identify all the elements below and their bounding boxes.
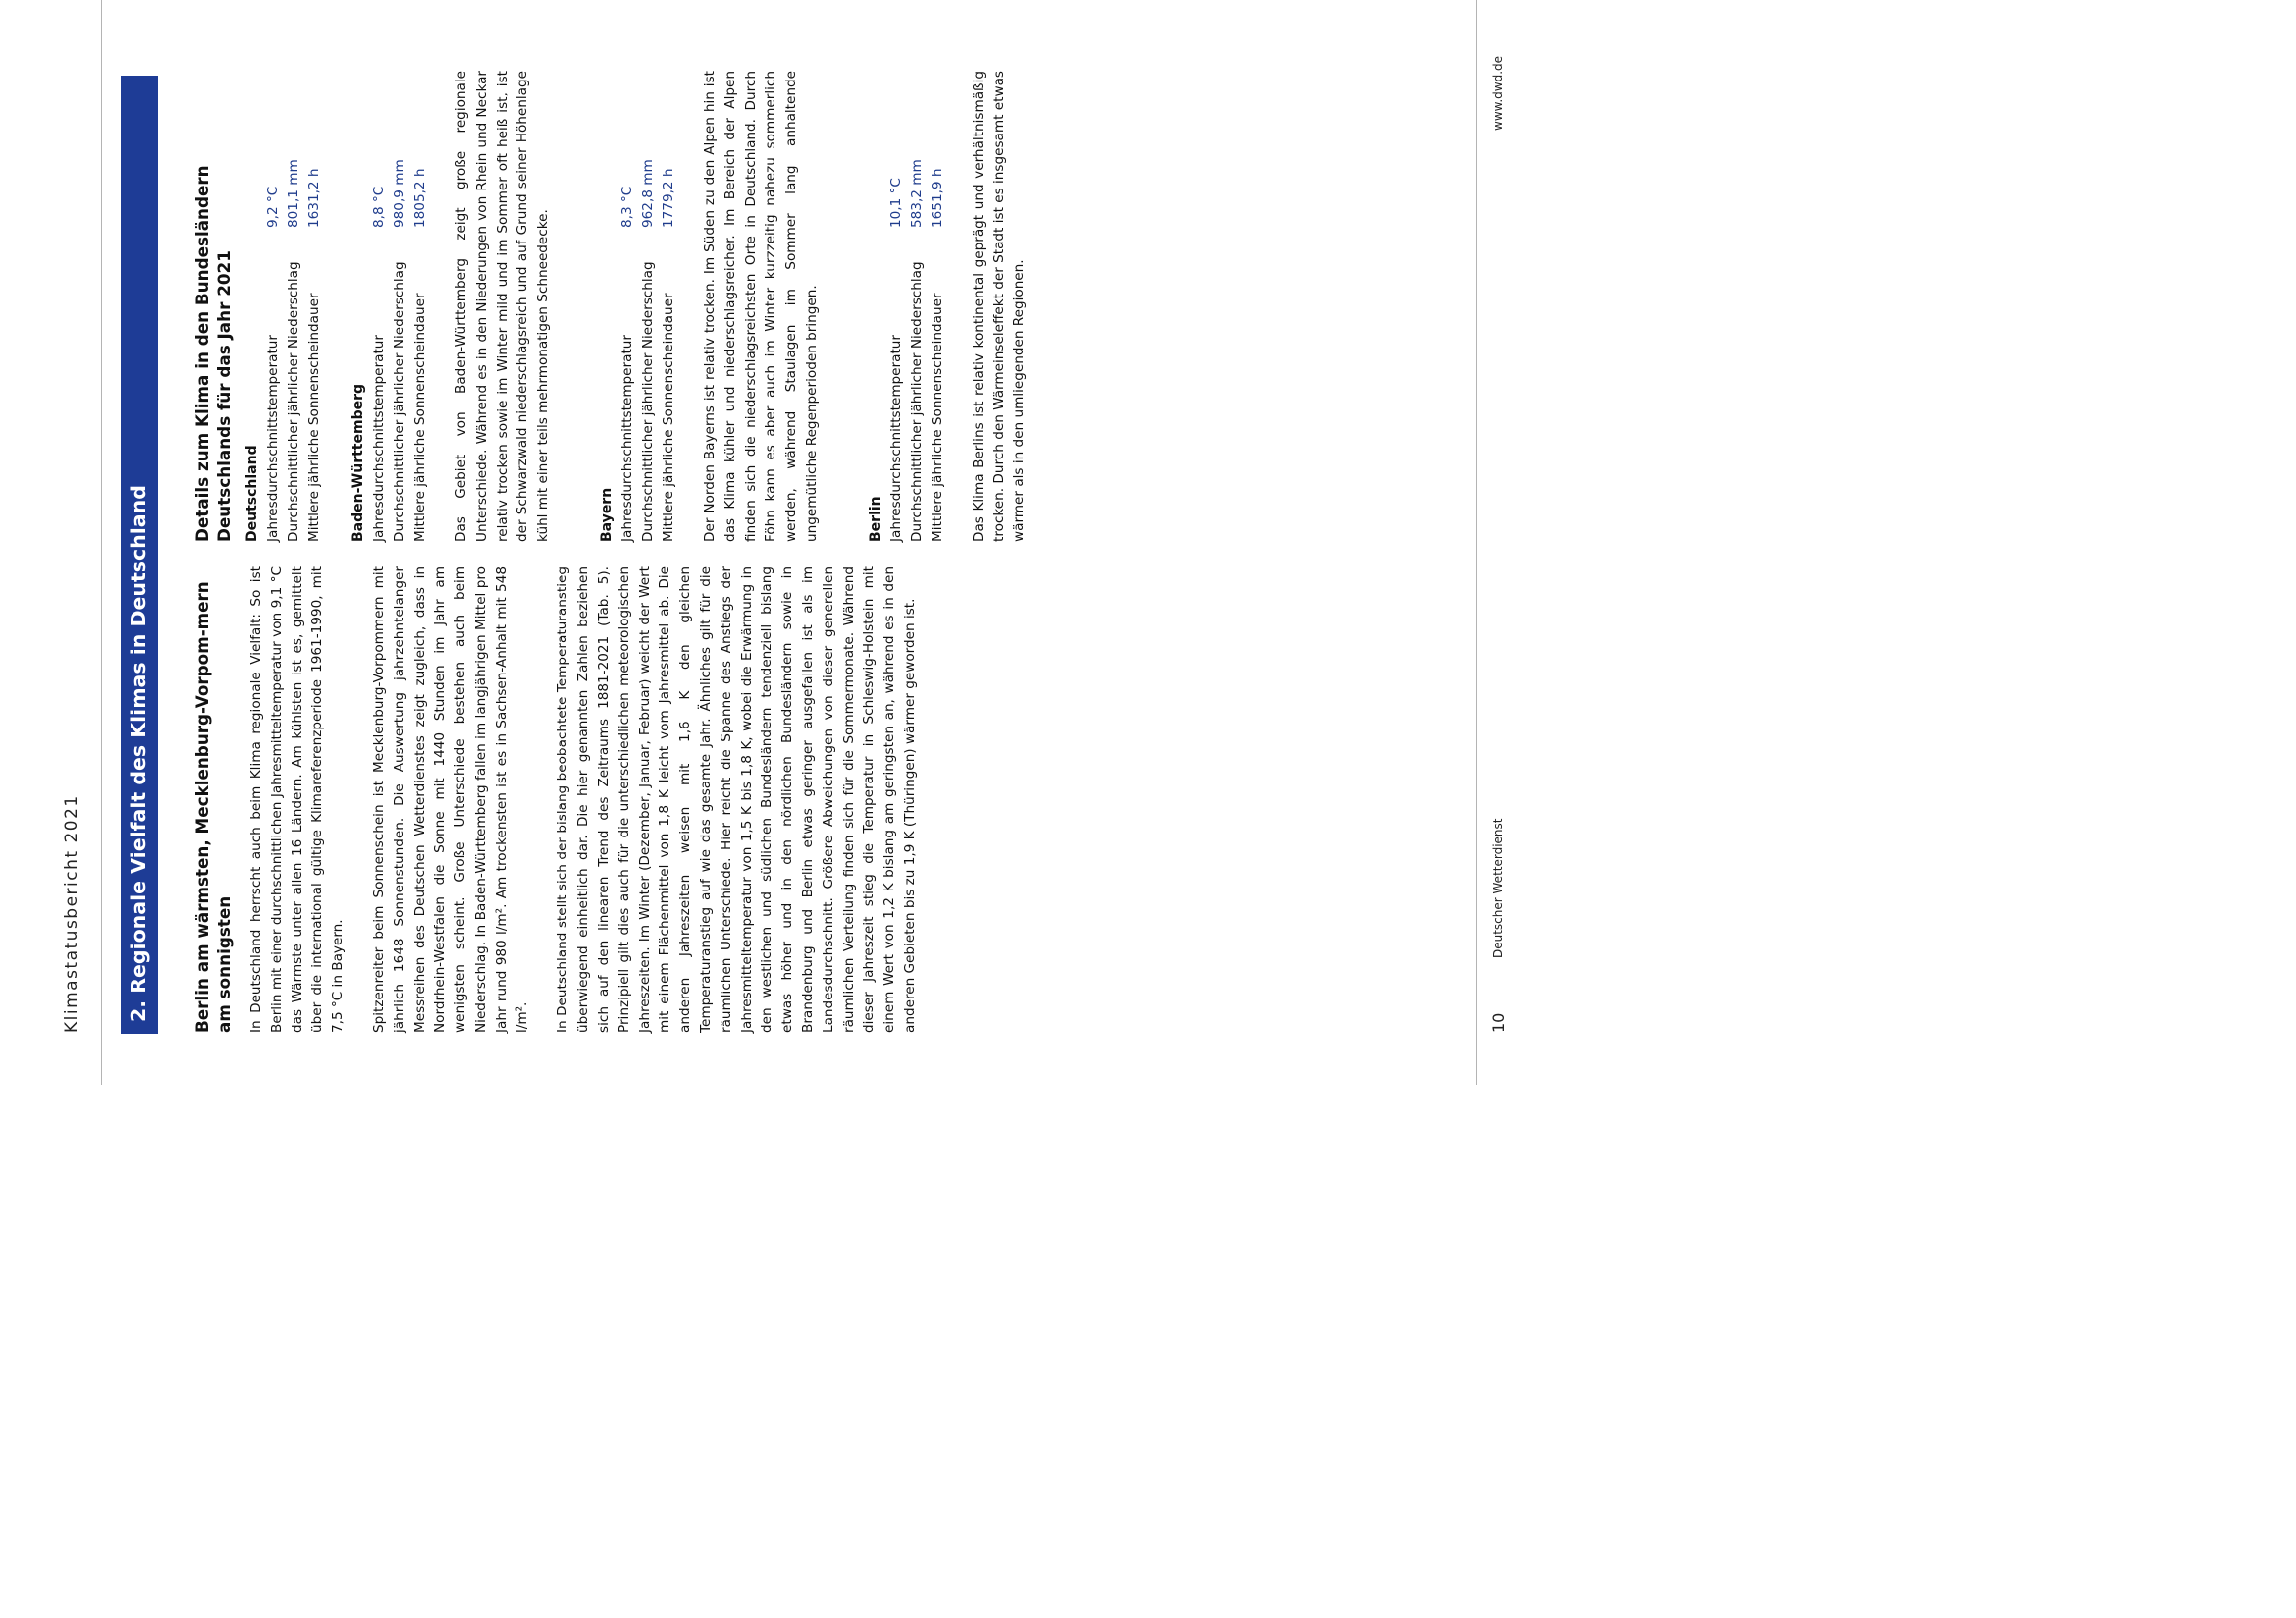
value-temperature: 8,8 °C — [371, 186, 387, 228]
region-block-baden-wuerttemberg — [348, 71, 554, 542]
publisher-name: Deutscher Wetterdienst — [1491, 818, 1505, 958]
column-left — [191, 566, 921, 1033]
label-precipitation: Durchschnittlicher jährlicher Niederschlag — [286, 261, 301, 542]
running-title: Klimastatusbericht 2021 — [62, 794, 81, 1033]
region-name: Deutschland — [244, 445, 260, 542]
paragraph-sunshine-precipitation: Spitzenreiter beim Sonnenschein ist Mecklenburg-Vorpommern mit jährlich 1648 Sonnenstunden. Die Auswertung jahrzehntelanger Messreihen des Deutschen Wetterdienstes zeigt zugleich, dass in Nordrhein-Westfalen die Sonne mit 1440 Stunden im Jahr am wenigsten scheint. Große Unterschiede bestehen auch beim Niederschlag. In Baden-Württemberg fallen im langjährigen Mittel pro Jahr rund 980 l/m². Am trockensten ist es in Sachsen-Anhalt mit 548 l/m². — [370, 566, 530, 1033]
value-sunshine: 1651,9 h — [929, 168, 945, 228]
column-left-heading: Berlin am wärmsten, Mecklenburg-Vorpom-mern am sonnigsten — [192, 581, 234, 1033]
value-precipitation: 962,8 mm — [639, 159, 656, 228]
section-title: 2. Regionale Vielfalt des Klimas in Deutschland — [127, 485, 150, 1022]
label-temperature: Jahresdurchschnittstemperatur — [371, 334, 387, 542]
value-precipitation: 583,2 mm — [908, 159, 925, 228]
value-sunshine: 1779,2 h — [660, 168, 676, 228]
region-name: Baden-Württemberg — [350, 383, 366, 542]
label-sunshine: Mittlere jährliche Sonnenscheindauer — [929, 293, 945, 542]
label-sunshine: Mittlere jährliche Sonnenscheindauer — [660, 293, 676, 542]
region-block-berlin — [866, 71, 1030, 542]
region-description: Das Gebiet von Baden-Württemberg zeigt große regionale Unterschiede. Während es in den Niederungen von Rhein und Neckar relativ trocken sowie im Winter mild und im Sommer oft heiß ist, ist der Schwarzwald niederschlagsreich und auf Grund seiner Höhenlage kühl mit einer teils mehrmonatigen Schneedecke. — [454, 71, 552, 542]
label-precipitation: Durchschnittlicher jährlicher Niederschlag — [908, 261, 925, 542]
region-block-bayern — [597, 71, 823, 542]
value-temperature: 10,1 °C — [887, 178, 904, 228]
label-temperature: Jahresdurchschnittstemperatur — [265, 334, 281, 542]
value-precipitation: 980,9 mm — [392, 159, 407, 228]
column-right-heading-line2: Deutschlands für das Jahr 2021 — [214, 250, 234, 542]
label-precipitation: Durchschnittlicher jährlicher Niederschlag — [639, 261, 656, 542]
column-right — [191, 71, 1030, 542]
paragraph-temperature-trend: In Deutschland stellt sich der bislang beobachtete Temperaturanstieg überwiegend einheitlich dar. Die hier genannten Zahlen beziehen sich auf den linearen Trend des Zeitraums 1881-2021 (Tab. 5). Prinzipiell gilt dies auch für die unterschiedlichen meteorologischen Jahreszeiten. Im Winter (Dezember, Januar, Februar) weicht der Wert mit einem Flächenmittel von 1,8 K leicht vom Jahresmittel ab. Die anderen Jahreszeiten weisen mit 1,6 K den gleichen Temperaturanstieg auf wie das gesamte Jahr. Ähnliches gilt für die räumlichen Unterschiede. Hier reicht die Spanne des Anstiegs der Jahresmitteltemperatur von 1,5 K bis 1,8 K, wobei die Erwärmung in den westlichen und südlichen Bundesländern tendenziell bislang etwas höher und in den nördlichen Bundesländern sowie in Brandenburg und Berlin etwas geringer ausgefallen ist als im Landesdurchschnitt. Größere Abweichungen von dieser generellen räumlichen Verteilung finden sich für die Sommermonate. Während dieser Jahreszeit stieg die Temperatur in Schleswig-Holstein mit einem Wert von 1,2 K bislang am geringsten an, während es in den anderen Gebieten bis zu 1,9 K (Thüringen) wärmer geworden ist. — [555, 566, 918, 1033]
region-name: Berlin — [867, 496, 883, 542]
page-margin-rule-left — [101, 0, 102, 1085]
label-temperature: Jahresdurchschnittstemperatur — [887, 334, 904, 542]
label-sunshine: Mittlere jährliche Sonnenscheindauer — [306, 293, 322, 542]
page-margin-rule-right — [1476, 0, 1477, 1085]
region-description: Das Klima Berlins ist relativ kontinental geprägt und verhältnismäßig trocken. Durch den Wärmeinseleffekt der Stadt ist es insgesamt etwas wärmer als in den umliegenden Regionen. — [970, 71, 1028, 542]
region-stats — [886, 71, 948, 542]
column-right-heading-line1: Details zum Klima in den Bundesländern — [192, 165, 212, 542]
value-sunshine: 1631,2 h — [306, 168, 322, 228]
region-block-deutschland — [242, 71, 325, 542]
region-stats — [617, 71, 679, 542]
paragraph-regional-variety: In Deutschland herrscht auch beim Klima regionale Vielfalt: So ist Berlin mit einer durchschnittlichen Jahresmitteltemperatur von 9,1 °C das Wärmste unter allen 16 Ländern. Am kühlsten ist es, gemittelt über die international gültige Klimareferenzperiode 1961-1990, mit 7,5 °C in Bayern. — [248, 566, 347, 1033]
page-number: 10 — [1489, 1012, 1508, 1033]
region-stats — [369, 71, 431, 542]
value-temperature: 8,3 °C — [618, 186, 635, 228]
value-sunshine: 1805,2 h — [412, 168, 428, 228]
value-precipitation: 801,1 mm — [286, 159, 301, 228]
label-temperature: Jahresdurchschnittstemperatur — [618, 334, 635, 542]
region-name: Bayern — [598, 487, 614, 542]
label-sunshine: Mittlere jährliche Sonnenscheindauer — [412, 293, 428, 542]
website-url: www.dwd.de — [1491, 55, 1505, 131]
label-precipitation: Durchschnittlicher jährlicher Niederschlag — [392, 261, 407, 542]
value-temperature: 9,2 °C — [265, 186, 281, 228]
region-stats — [263, 71, 325, 542]
column-right-heading — [191, 71, 235, 542]
region-description: Der Norden Bayerns ist relativ trocken. Im Süden zu den Alpen hin ist das Klima kühler und niederschlagsreicher. Im Bereich der Alpen finden sich die niederschlagsreichsten Orte in Deutschland. Durch Föhn kann es aber auch im Winter kurzzeitig nahezu sommerlich werden, während Staulagen im Sommer lang anhaltende ungemütliche Regenperioden bringen. — [701, 71, 820, 542]
